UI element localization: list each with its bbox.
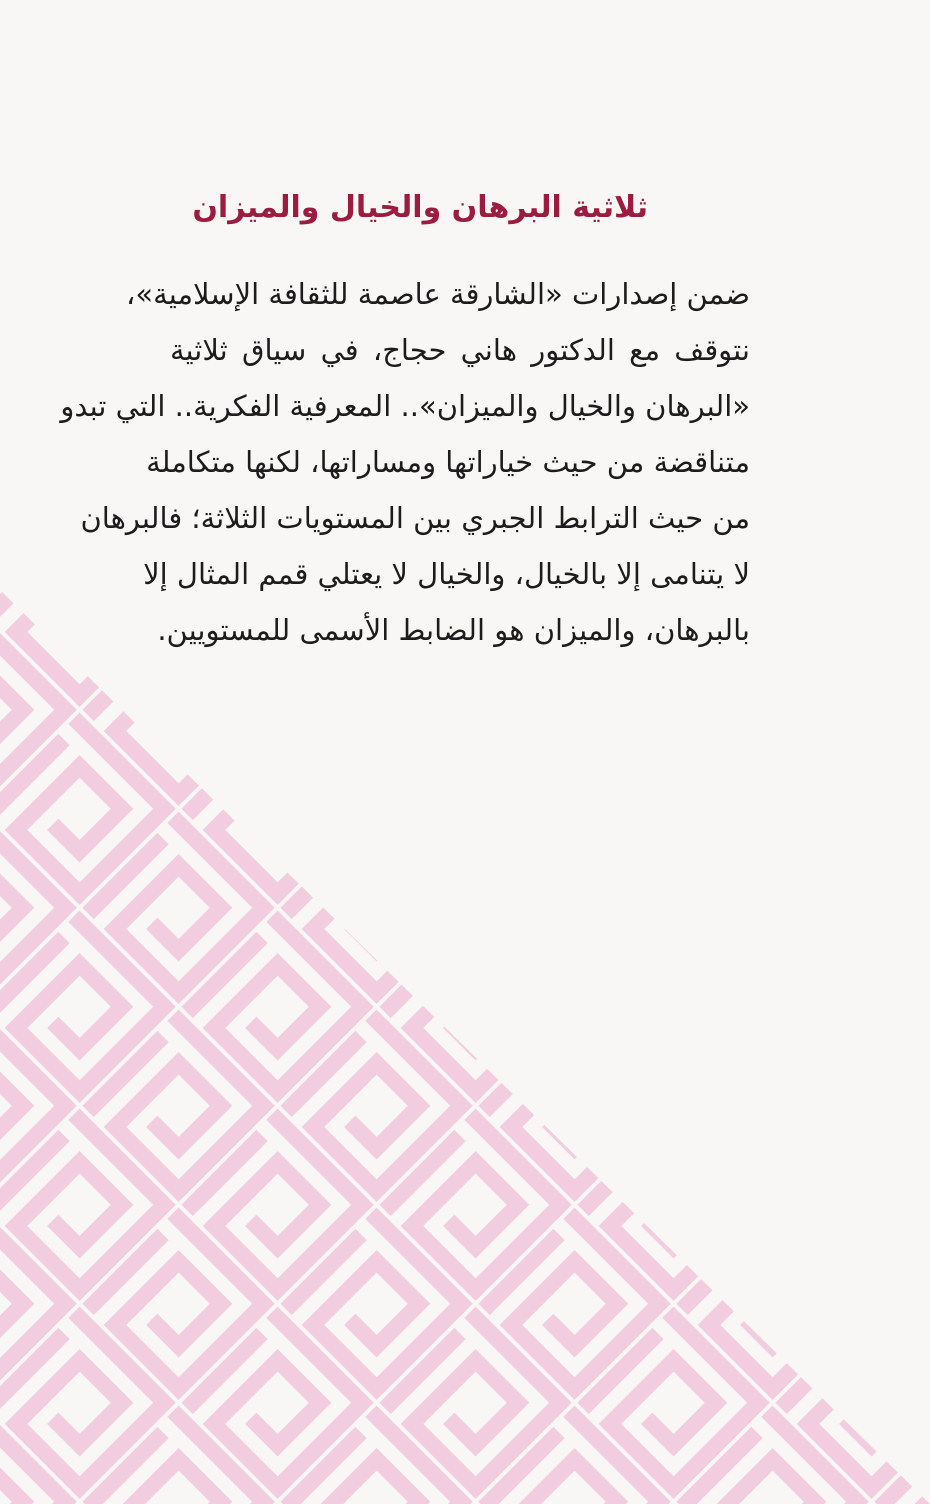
paragraph-line: نتوقف مع الدكتور هاني حجاج، في سياق ثلاثية (170, 333, 750, 367)
body-paragraph (60, 266, 750, 658)
paragraph-line: متناقضة من حيث خياراتها ومساراتها، لكنها متكاملة (146, 445, 750, 479)
paragraph-line: بالبرهان، والميزان هو الضابط الأسمى للمستويين. (157, 613, 750, 647)
page-title: ثلاثية البرهان والخيال والميزان (192, 190, 648, 225)
paragraph-line: «البرهان والخيال والميزان».. المعرفية الفكرية.. التي تبدو (60, 389, 750, 423)
paragraph-line: من حيث الترابط الجبري بين المستويات الثلاثة؛ فالبرهان (80, 501, 750, 535)
paragraph-line: لا يتنامى إلا بالخيال، والخيال لا يعتلي قمم المثال إلا (143, 557, 750, 591)
paragraph-line: ضمن إصدارات «الشارقة عاصمة للثقافة الإسلامية»، (126, 277, 750, 311)
